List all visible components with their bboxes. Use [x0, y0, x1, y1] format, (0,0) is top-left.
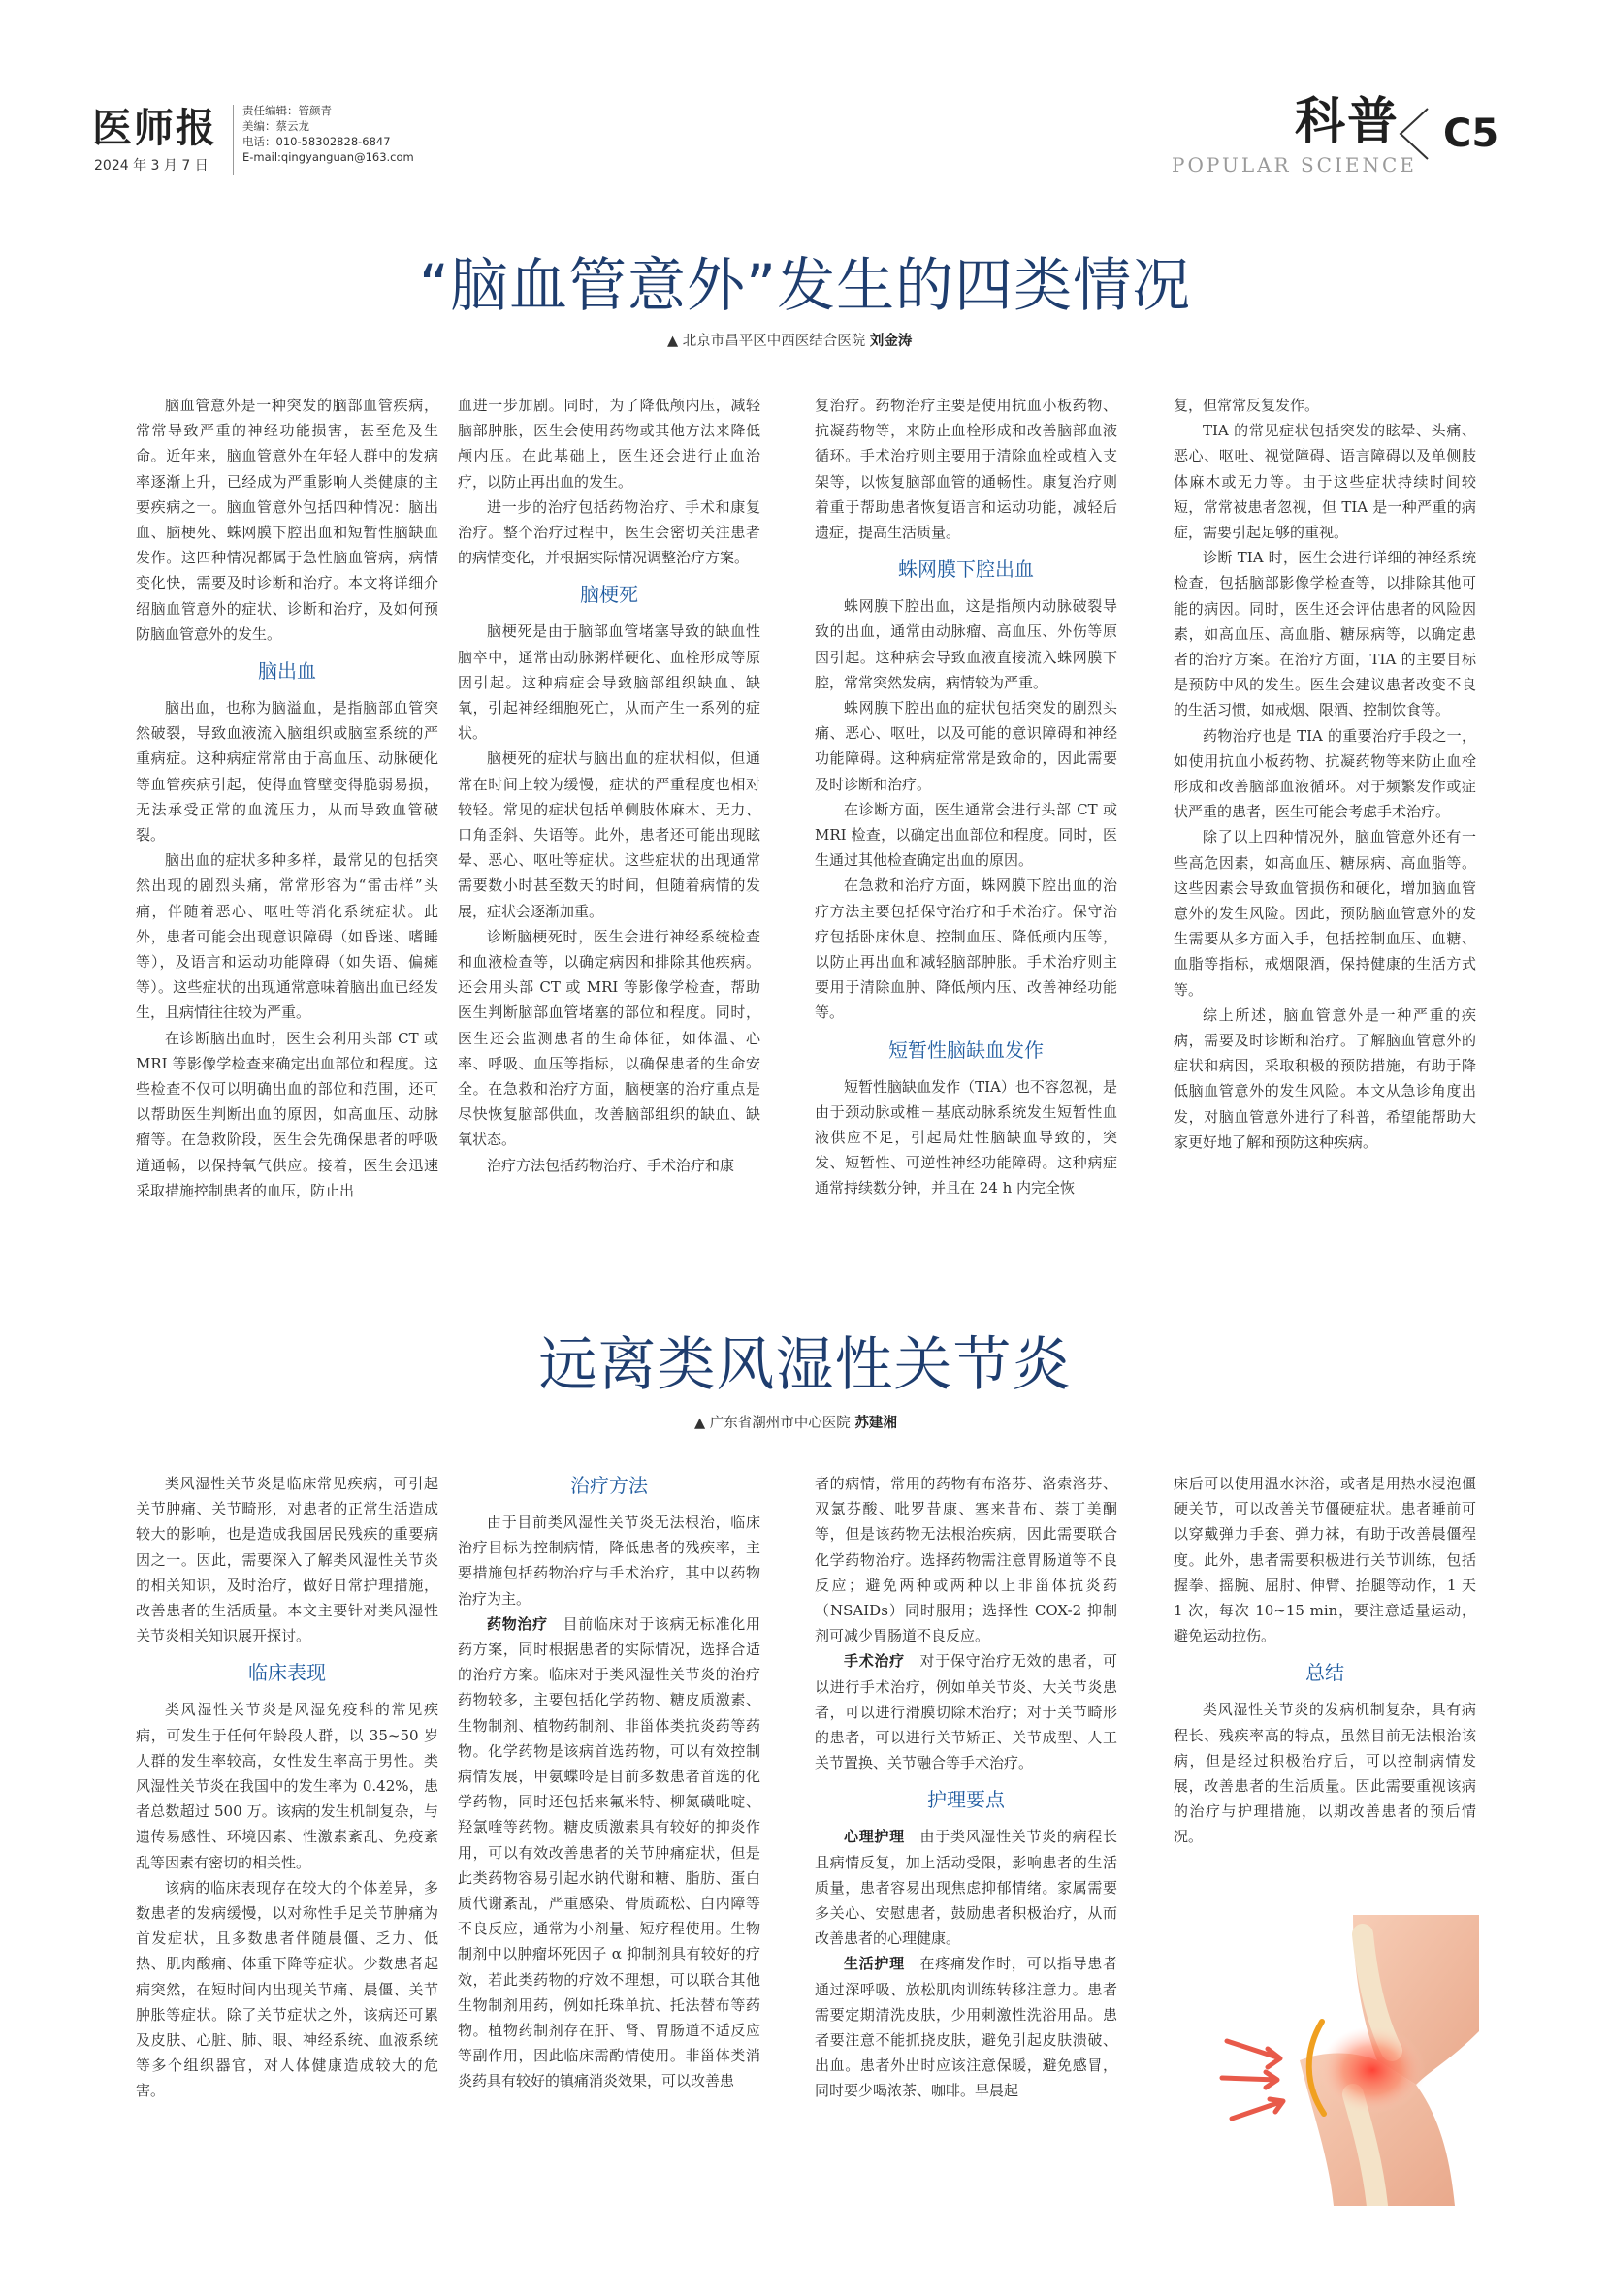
paragraph: 脑梗死的症状与脑出血的症状相似，但通常在时间上较为缓慢，症状的严重程度也相对较轻。常见的症状包括单侧肢体麻木、无力、口角歪斜、失语等。此外，患者还可能出现眩晕、恶心、呕吐等症状。这些症状的出现通常需要数小时甚至数天的时间，但随着病情的发展，症状会逐渐加重。	[458, 749, 760, 920]
paragraph-lead: 药物治疗	[487, 1614, 548, 1633]
email-line: E-mail:qingyanguan@163.com	[242, 150, 414, 164]
paragraph: 在诊断脑出血时，医生会利用头部 CT 或 MRI 等影像学检查来确定出血部位和程度。这些检查不仅可以明确出血的部位和范围，还可以帮助医生判断出血的原因，如高血压、动脉瘤等。在急救阶段，医生会先确保患者的呼吸道通畅，以保持氧气供应。接着，医生会迅速采取措施控制患者的血压，防止出	[136, 1029, 438, 1199]
article2-byline	[694, 1412, 897, 1432]
section-heading: 短暂性脑缺血发作	[888, 1037, 1044, 1062]
art-editor-line: 美编：蔡云龙	[242, 119, 309, 133]
paragraph: 脑出血的症状多种多样，最常见的包括突然出现的剧烈头痛，常常形容为“雷击样”头痛，伴随着恶心、呕吐等消化系统症状。此外，患者可能会出现意识障碍（如昏迷、嗜睡等），及语言和运动功能障碍（如失语、偏瘫等）。这些症状的出现通常意味着脑出血已经发生，且病情往往较为严重。	[136, 851, 438, 1022]
paragraph: 类风湿性关节炎是风湿免疫科的常见疾病，可发生于任何年龄段人群，以 35~50 岁人群的发生率较高，女性发生率高于男性。类风湿性关节炎在我国中的发生率为 0.42%，患者总数超过 500 万。该病的发生机制复杂，与遗传易感性、环境因素、性激素紊乱、免疫紊乱等因素有密切的相关性。	[136, 1701, 438, 1871]
paragraph: 脑梗死是由于脑部血管堵塞导致的缺血性脑卒中，通常由动脉粥样硬化、血栓形成等原因引起。这种病症会导致脑部组织缺血、缺氧，引起神经细胞死亡，从而产生一系列的症状。	[458, 622, 760, 743]
paragraph	[815, 1648, 1117, 1775]
paragraph-body: 在疼痛发作时，可以指导患者通过深呼吸、放松肌肉训练转移注意力。患者需要定期清洗皮肤，少用刺激性洗浴用品。患者要注意不能抓挠皮肤，避免引起皮肤溃破、出血。患者外出时应该注意保暖，避免感冒，同时要少喝浓茶、咖啡。早晨起	[815, 1955, 1117, 2100]
paragraph: 复，但常常反复发作。	[1174, 397, 1320, 414]
paragraph-body: 对于保守治疗无效的患者，可以进行手术治疗，例如单关节炎、大关节炎患者，可以进行滑膜切除术治疗；对于关节畸形的患者，可以进行关节矫正、关节成型、人工关节置换、关节融合等手术治疗。	[815, 1652, 1117, 1772]
article2-column-4	[1174, 1471, 1476, 1850]
knee-joint-illustration	[1208, 1915, 1479, 2206]
article1-author: 刘金涛	[869, 334, 913, 349]
newspaper-logo: 医师报	[92, 105, 217, 151]
paragraph: 该病的临床表现存在较大的个体差异，多数患者的发病缓慢，以对称性手足关节肿痛为首发症状，且多数患者伴随晨僵、乏力、低热、肌肉酸痛、体重下降等症状。少数患者起病突然，在短时间内出现关节痛、晨僵、关节肿胀等症状。除了关节症状之外，该病还可累及皮肤、心脏、肺、眼、神经系统、血液系统等多个组织器官，对人体健康造成较大的危害。	[136, 1878, 438, 2100]
section-heading: 治疗方法	[570, 1474, 648, 1497]
paragraph: 蛛网膜下腔出血，这是指颅内动脉破裂导致的出血，通常由动脉瘤、高血压、外伤等原因引起。这种病会导致血液直接流入蛛网膜下腔，常常突然发病，病情较为严重。	[815, 597, 1117, 691]
article1-title: “脑血管意外”发生的四类情况	[418, 252, 1192, 320]
article1-column-4	[1174, 393, 1476, 1155]
phone-line: 电话：010-58302828-6847	[242, 135, 391, 148]
section-heading: 脑出血	[258, 659, 316, 684]
paragraph: 短暂性脑缺血发作（TIA）也不容忽视，是由于颈动脉或椎－基底动脉系统发生短暂性血液供应不足，引起局灶性脑缺血导致的，突发、短暂性、可逆性神经功能障碍。这种病症通常持续数分钟，并且在 24 h 内完全恢	[815, 1077, 1117, 1197]
paragraph: 蛛网膜下腔出血的症状包括突发的剧烈头痛、恶心、呕吐，以及可能的意识障碍和神经功能障碍。这种病症常常是致命的，因此需要及时诊断和治疗。	[815, 699, 1117, 793]
paragraph-body: 由于类风湿性关节炎的病程长且病情反复，加上活动受限，影响患者的生活质量，患者容易出现焦虑抑郁情绪。家属需要多关心、安慰患者，鼓励患者积极治疗，从而改善患者的心理健康。	[815, 1828, 1117, 1948]
section-heading: 脑梗死	[580, 583, 638, 607]
paragraph: 者的病情，常用的药物有布洛芬、洛索洛芬、双氯芬酸、吡罗昔康、塞来昔布、萘丁美酮等，但是该药物无法根治疾病，因此需要联合化学药物治疗。选择药物需注意胃肠道等不良反应；避免两种或两种以上非甾体抗炎药（NSAIDs）同时服用；选择性 COX-2 抑制剂可减少胃肠道不良反应。	[815, 1475, 1117, 1645]
paragraph: 类风湿性关节炎是临床常见疾病，可引起关节肿痛、关节畸形，对患者的正常生活造成较大的影响，也是造成我国居民残疾的重要病因之一。因此，需要深入了解类风湿性关节炎的相关知识，及时治疗，做好日常护理措施，改善患者的生活质量。本文主要针对类风湿性关节炎相关知识展开探讨。	[136, 1475, 438, 1645]
page-number: C5	[1443, 112, 1499, 156]
chevron-left-icon	[1395, 105, 1433, 163]
section-subtitle: POPULAR SCIENCE	[1172, 153, 1417, 176]
paragraph: 诊断脑梗死时，医生会进行神经系统检查和血液检查等，以确定病因和排除其他疾病。还会用头部 CT 或 MRI 等影像学检查，帮助医生判断脑部血管堵塞的部位和程度。同时，医生还会监测患者的生命体征，如体温、心率、呼吸、血压等指标，以确保患者的生命安全。在急救和治疗方面，脑梗塞的治疗重点是尽快恢复脑部供血，改善脑部组织的缺血、缺氧状态。	[458, 927, 760, 1149]
article1-column-2	[458, 393, 760, 1178]
paragraph: 进一步的治疗包括药物治疗、手术和康复治疗。整个治疗过程中，医生会密切关注患者的病情变化，并根据实际情况调整治疗方案。	[458, 497, 760, 567]
section-heading: 临床表现	[248, 1661, 326, 1685]
article2-title: 远离类风湿性关节炎	[538, 1331, 1072, 1399]
paragraph-lead: 心理护理	[844, 1828, 905, 1846]
paragraph: 脑血管意外是一种突发的脑部血管疾病，常常导致严重的神经功能损害，甚至危及生命。近年来，脑血管意外在年轻人群中的发病率逐渐上升，已经成为严重影响人类健康的主要疾病之一。脑血管意外包括四种情况：脑出血、脑梗死、蛛网膜下腔出血和短暂性脑缺血发作。这四种情况都属于急性脑血管病，病情变化快，需要及时诊断和治疗。本文将详细介绍脑血管意外的症状、诊断和治疗，及如何预防脑血管意外的发生。	[136, 397, 438, 643]
paragraph: 药物治疗也是 TIA 的重要治疗手段之一，如使用抗血小板药物、抗凝药物等来防止血栓形成和改善脑部血液循环。对于频繁发作或症状严重的患者，医生可能会考虑手术治疗。	[1174, 726, 1476, 821]
paragraph: 类风湿性关节炎的发病机制复杂，具有病程长、残疾率高的特点，虽然目前无法根治该病，但是经过积极治疗后，可以控制病情发展，改善患者的生活质量。因此需要重视该病的治疗与护理措施，以期改善患者的预后情况。	[1174, 1701, 1476, 1846]
paragraph: 诊断 TIA 时，医生会进行详细的神经系统检查，包括脑部影像学检查等，以排除其他可能的病因。同时，医生还会评估患者的风险因素，如高血压、高血脂、糖尿病等，以确定患者的治疗方案。在治疗方面，TIA 的主要目标是预防中风的发生。医生会建议患者改变不良的生活习惯，如戒烟、限酒、控制饮食等。	[1174, 549, 1476, 719]
issue-date: 2024 年 3 月 7 日	[94, 158, 209, 174]
paragraph	[815, 1951, 1117, 2103]
article2-affiliation: ▲ 广东省潮州市中心医院	[694, 1416, 851, 1431]
paragraph	[458, 1611, 760, 2094]
paragraph	[815, 1824, 1117, 1951]
paragraph: 在诊断方面，医生通常会进行头部 CT 或 MRI 检查，以确定出血部位和程度。同时，医生通过其他检查确定出血的原因。	[815, 800, 1117, 870]
paragraph: 治疗方法包括药物治疗、手术治疗和康	[487, 1156, 735, 1174]
article2-column-2	[458, 1471, 760, 2094]
paragraph: 在急救和治疗方面，蛛网膜下腔出血的治疗方法主要包括保守治疗和手术治疗。保守治疗包括卧床休息、控制血压、降低颅内压等，以防止再出血和减轻脑部肿胀。手术治疗则主要用于清除血肿、降低颅内压、改善神经功能等。	[815, 877, 1117, 1022]
paragraph: 复治疗。药物治疗主要是使用抗血小板药物、抗凝药物等，来防止血栓形成和改善脑部血液循环。手术治疗则主要用于清除血栓或植入支架等，以恢复脑部血管的通畅性。康复治疗则着重于帮助患者恢复语言和运动功能，减轻后遗症，提高生活质量。	[815, 397, 1117, 542]
section-heading: 护理要点	[927, 1788, 1005, 1812]
section-heading: 蛛网膜下腔出血	[898, 558, 1034, 582]
paragraph: 由于目前类风湿性关节炎无法根治，临床治疗目标为控制病情，降低患者的残疾率，主要措施包括药物治疗与手术治疗，其中以药物治疗为主。	[458, 1514, 760, 1608]
editor-info	[242, 103, 414, 165]
article1-affiliation: ▲ 北京市昌平区中西医结合医院	[667, 334, 866, 349]
article2-column-3	[815, 1471, 1117, 2104]
article2-column-1	[136, 1471, 438, 2104]
section-title: 科普	[1295, 93, 1401, 151]
article1-column-1	[136, 393, 438, 1203]
paragraph: 综上所述，脑血管意外是一种严重的疾病，需要及时诊断和治疗。了解脑血管意外的症状和病因，采取积极的预防措施，有助于降低脑血管意外的发生风险。本文从急诊角度出发，对脑血管意外进行了科普，希望能帮助大家更好地了解和预防这种疾病。	[1174, 1005, 1476, 1151]
masthead-divider	[233, 105, 234, 175]
paragraph: 除了以上四种情况外，脑血管意外还有一些高危因素，如高血压、糖尿病、高血脂等。这些因素会导致血管损伤和硬化，增加脑血管意外的发生风险。因此，预防脑血管意外的发生需要从多方面入手，包括控制血压、血糖、血脂等指标，戒烟限酒，保持健康的生活方式等。	[1174, 828, 1476, 999]
editor-line: 责任编辑：管颜青	[242, 104, 332, 117]
paragraph-lead: 生活护理	[844, 1955, 905, 1973]
section-heading: 总结	[1305, 1661, 1344, 1685]
paragraph: 床后可以使用温水沐浴，或者是用热水浸泡僵硬关节，可以改善关节僵硬症状。患者睡前可以穿戴弹力手套、弹力袜，有助于改善晨僵程度。此外，患者需要积极进行关节训练，包括握拳、摇腕、屈肘、伸臂、抬腿等动作，1 天 1 次，每次 10~15 min，要注意适量运动，避免运动拉伤。	[1174, 1475, 1476, 1645]
paragraph-body: 目前临床对于该病无标准化用药方案，同时根据患者的实际情况，选择合适的治疗方案。临床对于类风湿性关节炎的治疗药物较多，主要包括化学药物、糖皮质激素、生物制剂、植物药制剂、非甾体类抗炎药等药物。化学药物是该病首选药物，可以有效控制病情发展，甲氨蝶呤是目前多数患者首选的化学药物，同时还包括来氟米特、柳氮磺吡啶、羟氯喹等药物。糖皮质激素具有较好的抑炎作用，可以有效改善患者的关节肿痛症状，但是此类药物容易引起水钠代谢和糖、脂肪、蛋白质代谢紊乱，严重感染、骨质疏松、白内障等不良反应，通常为小剂量、短疗程使用。生物制剂中以肿瘤坏死因子 α 抑制剂具有较好的疗效，若此类药物的疗效不理想，可以联合其他生物制剂用药，例如托珠单抗、托法替布等药物。植物药制剂存在肝、肾、胃肠道不适反应等副作用，因此临床需酌情使用。非甾体类消炎药具有较好的镇痛消炎效果，可以改善患	[458, 1614, 760, 2090]
paragraph: TIA 的常见症状包括突发的眩晕、头痛、恶心、呕吐、视觉障碍、语言障碍以及单侧肢体麻木或无力等。由于这些症状持续时间较短，常常被患者忽视，但 TIA 是一种严重的病症，需要引起足够的重视。	[1174, 422, 1476, 542]
paragraph: 血进一步加剧。同时，为了降低颅内压，减轻脑部肿胀，医生会使用药物或其他方法来降低颅内压。在此基础上，医生还会进行止血治疗，以防止再出血的发生。	[458, 397, 760, 491]
article1-column-3	[815, 393, 1117, 1201]
article1-byline	[667, 330, 912, 350]
article2-author: 苏建湘	[854, 1416, 897, 1431]
paragraph: 脑出血，也称为脑溢血，是指脑部血管突然破裂，导致血液流入脑组织或脑室系统的严重病症。这种病症常常由于高血压、动脉硬化等血管疾病引起，使得血管壁变得脆弱易损，无法承受正常的血流压力，从而导致血管破裂。	[136, 699, 438, 845]
paragraph-lead: 手术治疗	[844, 1652, 905, 1671]
